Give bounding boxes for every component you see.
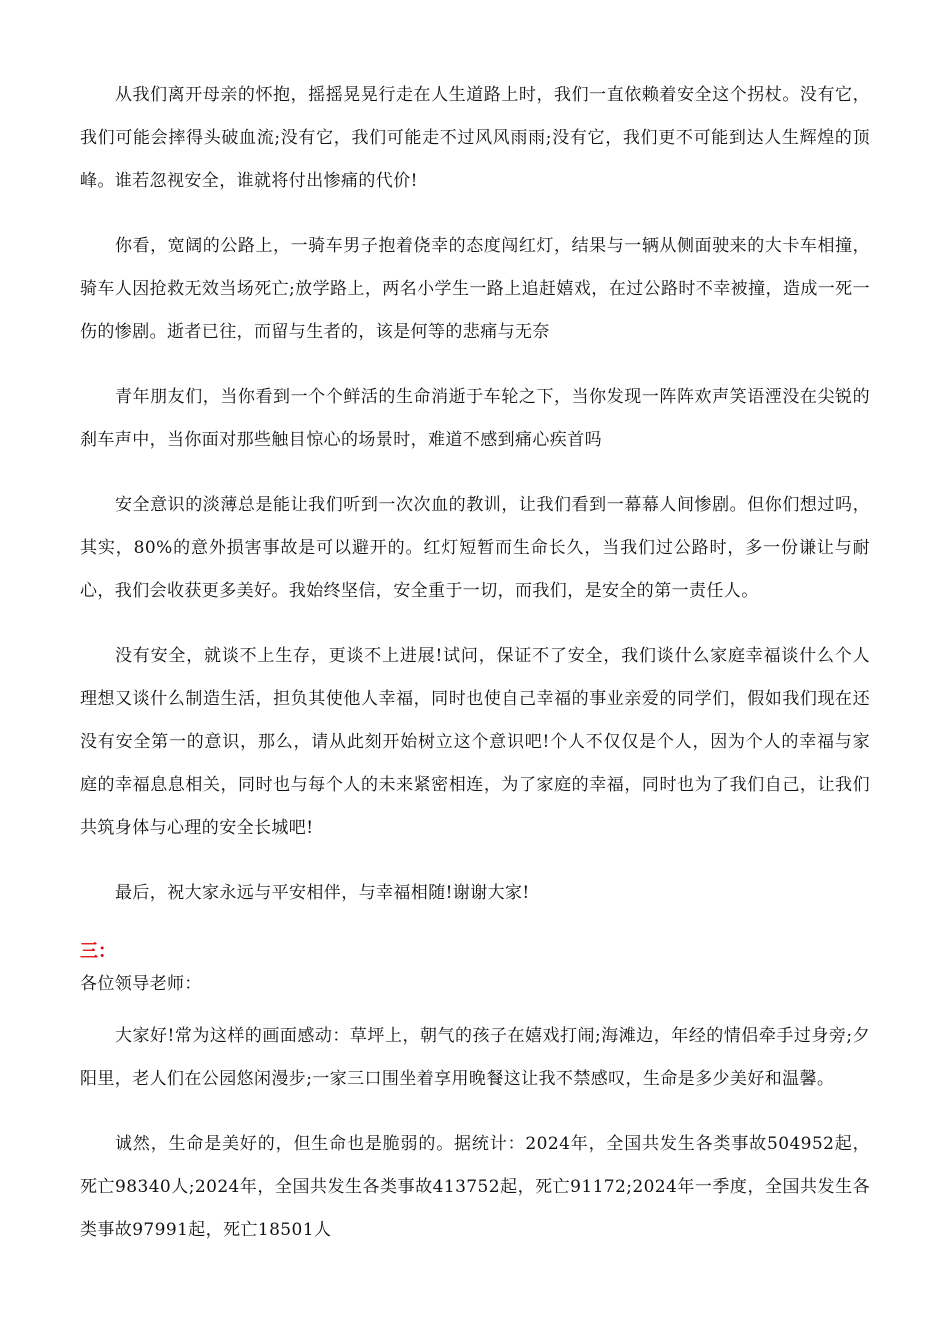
section-heading-three: 三： [80, 941, 116, 962]
document-page [80, 74, 870, 1274]
paragraph-no-safety-no-survival: 没有安全，就谈不上生存，更谈不上进展!试问，保证不了安全，我们谈什么家庭幸福谈什么个人理想又谈什么制造生活，担负其使他人幸福，同时也使自己幸福的事业亲爱的同学们，假如我们现在还没有安全第一的意识，那么，请从此刻开始树立这个意识吧!个人不仅仅是个人，因为个人的幸福与家庭的幸福息息相关，同时也与每个人的未来紧密相连，为了家庭的幸福，同时也为了我们自己，让我们共筑身体与心理的安全长城吧! [80, 646, 870, 838]
paragraph-lean-on-safety: 从我们离开母亲的怀抱，摇摇晃晃行走在人生道路上时，我们一直依赖着安全这个拐杖。没有它，我们可能会摔得头破血流;没有它，我们可能走不过风风雨雨;没有它，我们更不可能到达人生辉煌的顶峰。谁若忽视安全，谁就将付出惨痛的代价! [80, 85, 870, 191]
paragraph-statistics: 诚然，生命是美好的，但生命也是脆弱的。据统计：2024年，全国共发生各类事故504952起，死亡98340人;2024年，全国共发生各类事故413752起，死亡91172;2024年一季度，全国共发生各类事故97991起，死亡18501人 [80, 1134, 870, 1240]
paragraph-safety-awareness: 安全意识的淡薄总是能让我们听到一次次血的教训，让我们看到一幕幕人间惨剧。但你们想过吗，其实，80%的意外损害事故是可以避开的。红灯短暂而生命长久，当我们过公路时，多一份谦让与耐心，我们会收获更多美好。我始终坚信，安全重于一切，而我们，是安全的第一责任人。 [80, 495, 870, 601]
paragraph-road-accidents: 你看，宽阔的公路上，一骑车男子抱着侥幸的态度闯红灯，结果与一辆从侧面驶来的大卡车相撞，骑车人因抢救无效当场死亡;放学路上，两名小学生一路上追赶嬉戏，在过公路时不幸被撞，造成一死一伤的惨剧。逝者已往，而留与生者的，该是何等的悲痛与无奈 [80, 236, 870, 342]
paragraph-young-friends: 青年朋友们，当你看到一个个鲜活的生命消逝于车轮之下，当你发现一阵阵欢声笑语湮没在尖锐的刹车声中，当你面对那些触目惊心的场景时，难道不感到痛心疾首吗 [80, 387, 870, 450]
paragraph-closing-wishes: 最后，祝大家永远与平安相伴，与幸福相随!谢谢大家! [115, 883, 530, 903]
paragraph-greeting: 大家好!常为这样的画面感动：草坪上，朝气的孩子在嬉戏打闹;海滩边，年经的情侣牵手过身旁;夕阳里，老人们在公园悠闲漫步;一家三口围坐着享用晚餐这让我不禁感叹，生命是多少美好和温馨。 [80, 1026, 870, 1089]
salutation: 各位领导老师： [80, 974, 202, 994]
